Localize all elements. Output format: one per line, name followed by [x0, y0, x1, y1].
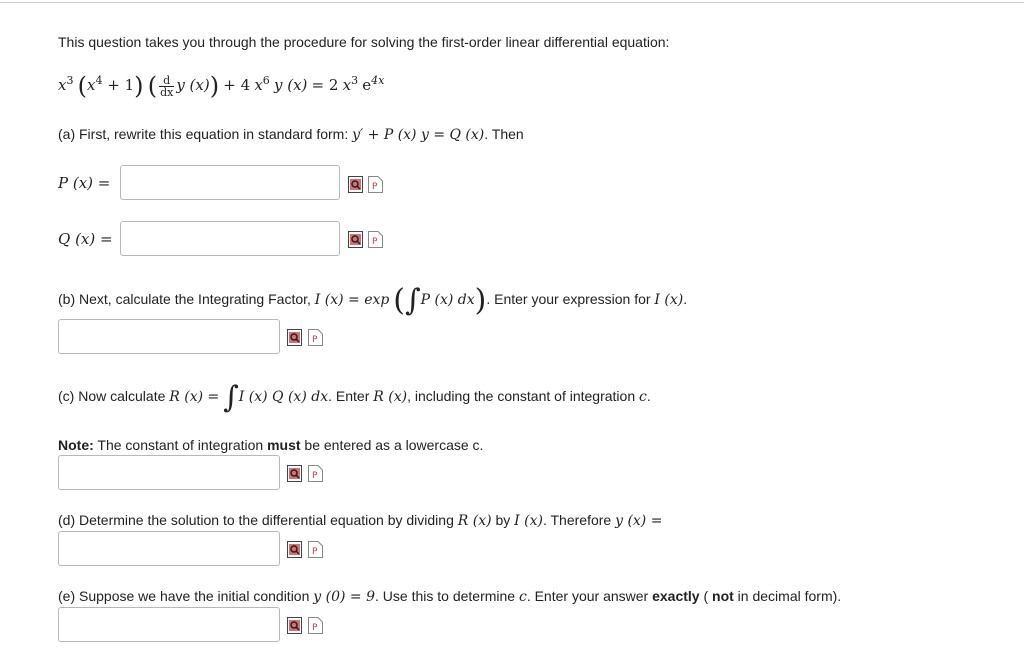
preview-icon[interactable] — [287, 617, 302, 634]
preview-icon[interactable] — [348, 231, 363, 248]
formula-help-icon[interactable] — [308, 329, 323, 346]
svg-text:P: P — [312, 335, 318, 345]
note-text: Note: The constant of integration must be entered as a lowercase c. — [58, 437, 484, 453]
r-x-input[interactable] — [58, 455, 280, 490]
preview-icon[interactable] — [287, 329, 302, 346]
c-value-input[interactable] — [58, 607, 280, 642]
formula-help-icon[interactable] — [308, 541, 323, 558]
p-label: P (x) = — [58, 174, 111, 192]
y-x-input[interactable] — [58, 531, 280, 566]
svg-text:P: P — [312, 547, 318, 557]
preview-icon[interactable] — [287, 541, 302, 558]
q-label: Q (x) = — [58, 230, 113, 248]
formula-help-icon[interactable] — [308, 617, 323, 634]
q-answer-input[interactable] — [120, 221, 340, 256]
top-border — [0, 2, 1024, 3]
part-d-prompt: (d) Determine the solution to the differential equation by dividing R (x) by I (x). Therefore y (x) = — [58, 512, 663, 529]
preview-icon[interactable] — [348, 176, 363, 193]
formula-help-icon[interactable] — [308, 465, 323, 482]
part-a-prompt: (a) First, rewrite this equation in standard form: y′ + P (x) y = Q (x). Then — [58, 126, 524, 143]
part-b-prompt: (b) Next, calculate the Integrating Factor, I (x) = exp (∫P (x) dx). Enter your expression for I (x). — [58, 283, 688, 318]
preview-icon[interactable] — [287, 465, 302, 482]
part-e-prompt: (e) Suppose we have the initial condition y (0) = 9. Use this to determine c. Enter your answer exactly ( not in decimal form). — [58, 588, 842, 605]
formula-help-icon[interactable] — [368, 176, 383, 193]
differential-equation: $x^3$ $(x^4 + 1)$ ( $\frac{d}{dx}$ y (x)) + 4 $x^6$ y (x) = 2 $x^3$ $e^{4x}$ — [58, 72, 385, 100]
intro-text: This question takes you through the procedure for solving the first-order linear differential equation: — [58, 34, 670, 50]
svg-text:P: P — [312, 471, 318, 481]
formula-help-icon[interactable] — [368, 231, 383, 248]
part-c-prompt: (c) Now calculate R (x) = ∫I (x) Q (x) dx. Enter R (x), including the constant of integration c. — [58, 380, 651, 415]
svg-text:P: P — [312, 623, 318, 633]
svg-text:P: P — [372, 237, 378, 247]
p-answer-input[interactable] — [120, 165, 340, 200]
integrating-factor-input[interactable] — [58, 319, 280, 354]
svg-text:P: P — [372, 182, 378, 192]
